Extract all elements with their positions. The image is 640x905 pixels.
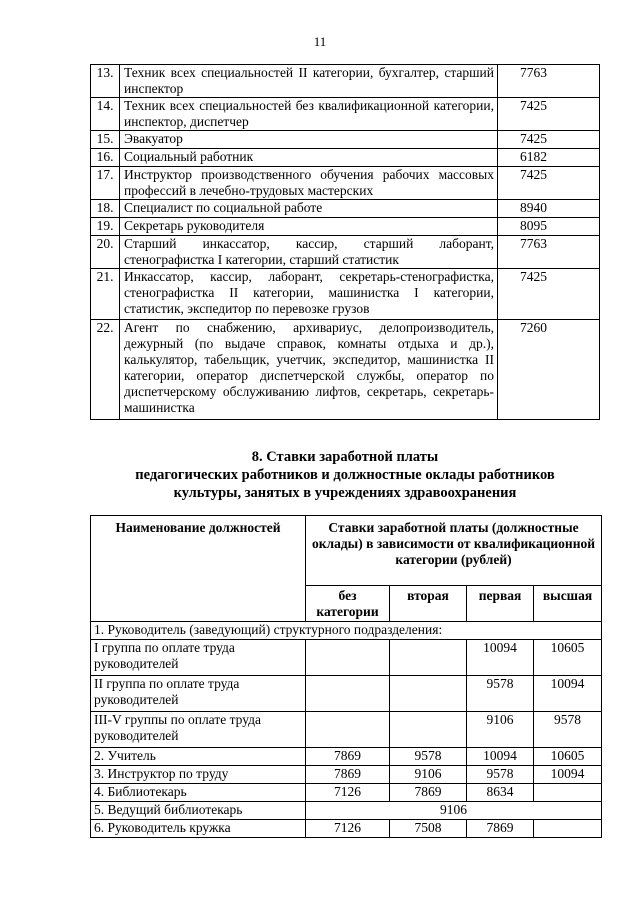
- table-header-row: [91, 516, 602, 586]
- table-row: [91, 784, 602, 802]
- rate-value: 10605: [534, 748, 602, 766]
- salary-value: 7763: [498, 236, 600, 269]
- table-row: [91, 712, 602, 748]
- group-title: 1. Руководитель (заведующий) структурного подразделения:: [91, 622, 602, 640]
- rate-value-merged: 9106: [306, 802, 602, 820]
- section-title: [90, 448, 600, 502]
- rate-value: 9578: [390, 748, 467, 766]
- rate-value: 7869: [390, 784, 467, 802]
- rate-value: [534, 820, 602, 838]
- rate-value: 9106: [467, 712, 534, 748]
- table-row: [91, 820, 602, 838]
- table-row: [91, 236, 600, 269]
- table-row: [91, 167, 600, 200]
- row-number: 22.: [91, 320, 120, 420]
- table-row: [91, 802, 602, 820]
- rate-value: [306, 676, 390, 712]
- position-name: 5. Ведущий библиотекарь: [91, 802, 306, 820]
- rate-value: 8634: [467, 784, 534, 802]
- section-title-line: культуры, занятых в учреждениях здравоохранения: [173, 485, 517, 501]
- table-row: [91, 218, 600, 236]
- subheader-first: первая: [467, 586, 534, 622]
- rate-value: 9578: [534, 712, 602, 748]
- salary-value: 8940: [498, 200, 600, 218]
- teacher-rates-table: [90, 515, 602, 838]
- salary-value: 7260: [498, 320, 600, 420]
- table-row: [91, 320, 600, 420]
- position-name: Эвакуатор: [120, 131, 498, 149]
- rate-value: 7869: [306, 766, 390, 784]
- table-row: [91, 131, 600, 149]
- salary-value: 7425: [498, 269, 600, 320]
- table-row: [91, 98, 600, 131]
- rate-value: 9106: [390, 766, 467, 784]
- row-number: 21.: [91, 269, 120, 320]
- subheader-highest: высшая: [534, 586, 602, 622]
- salary-value: 7425: [498, 98, 600, 131]
- positions-salary-table: [90, 64, 600, 420]
- rate-value: 7126: [306, 820, 390, 838]
- rate-value: [306, 712, 390, 748]
- rate-value: 10094: [467, 640, 534, 676]
- rate-value: 7508: [390, 820, 467, 838]
- table-row: [91, 65, 600, 98]
- rate-value: 10605: [534, 640, 602, 676]
- table-row: [91, 200, 600, 218]
- salary-value: 7763: [498, 65, 600, 98]
- row-number: 19.: [91, 218, 120, 236]
- position-name: 6. Руководитель кружка: [91, 820, 306, 838]
- salary-value: 7425: [498, 131, 600, 149]
- rate-value: 7126: [306, 784, 390, 802]
- row-number: 13.: [91, 65, 120, 98]
- position-name: Старший инкассатор, кассир, старший лаборант, стенографистка I категории, старший статистик: [120, 236, 498, 269]
- rate-value: [390, 712, 467, 748]
- rate-value: 10094: [534, 676, 602, 712]
- table-row: [91, 676, 602, 712]
- table-row: [91, 269, 600, 320]
- rate-value: 9578: [467, 676, 534, 712]
- position-name: Агент по снабжению, архивариус, делопроизводитель, дежурный (по выдаче справок, комнаты отдыха и др.), калькулятор, табельщик, учетчик, экспедитор, машинистка II категории, оператор диспетчерской службы, оператор по диспетчерскому обслуживанию лифтов, секретарь, секретарь-машинистка: [120, 320, 498, 420]
- rate-value: 7869: [306, 748, 390, 766]
- rate-value: 10094: [534, 766, 602, 784]
- position-name: Социальный работник: [120, 149, 498, 167]
- row-number: 18.: [91, 200, 120, 218]
- rate-value: [306, 640, 390, 676]
- table-row: [91, 622, 602, 640]
- row-number: 15.: [91, 131, 120, 149]
- rate-value: [534, 784, 602, 802]
- row-number: 20.: [91, 236, 120, 269]
- position-name: 4. Библиотекарь: [91, 784, 306, 802]
- rate-value: 9578: [467, 766, 534, 784]
- position-name: Специалист по социальной работе: [120, 200, 498, 218]
- header-rates: Ставки заработной платы (должностные оклады) в зависимости от квалификационной категории (рублей): [306, 516, 602, 586]
- row-number: 17.: [91, 167, 120, 200]
- position-name: Инструктор производственного обучения рабочих массовых профессий в лечебно-трудовых мастерских: [120, 167, 498, 200]
- salary-value: 8095: [498, 218, 600, 236]
- table-row: [91, 748, 602, 766]
- position-name: Секретарь руководителя: [120, 218, 498, 236]
- salary-value: 6182: [498, 149, 600, 167]
- table-row: [91, 640, 602, 676]
- position-name: Техник всех специальностей без квалификационной категории, инспектор, диспетчер: [120, 98, 498, 131]
- rate-value: 7869: [467, 820, 534, 838]
- row-number: 14.: [91, 98, 120, 131]
- page-number: 11: [313, 34, 327, 49]
- position-name: Инкассатор, кассир, лаборант, секретарь-стенографистка, стенографистка II категории, машинистка I категории, статистик, экспедитор по перевозке грузов: [120, 269, 498, 320]
- rate-value: [390, 676, 467, 712]
- rate-value: [390, 640, 467, 676]
- salary-value: 7425: [498, 167, 600, 200]
- header-position-name: Наименование должностей: [91, 516, 306, 622]
- position-name: 3. Инструктор по труду: [91, 766, 306, 784]
- table-row: [91, 149, 600, 167]
- rate-value: 10094: [467, 748, 534, 766]
- section-title-line: 8. Ставки заработной платы: [251, 449, 439, 465]
- position-name: 2. Учитель: [91, 748, 306, 766]
- row-number: 16.: [91, 149, 120, 167]
- position-name: II группа по оплате труда руководителей: [91, 676, 306, 712]
- position-name: I группа по оплате труда руководителей: [91, 640, 306, 676]
- subheader-no-category: без категории: [306, 586, 390, 622]
- position-name: III-V группы по оплате труда руководителей: [91, 712, 306, 748]
- table-row: [91, 766, 602, 784]
- position-name: Техник всех специальностей II категории, бухгалтер, старший инспектор: [120, 65, 498, 98]
- section-title-line: педагогических работников и должностные оклады работников: [135, 467, 555, 483]
- subheader-second: вторая: [390, 586, 467, 622]
